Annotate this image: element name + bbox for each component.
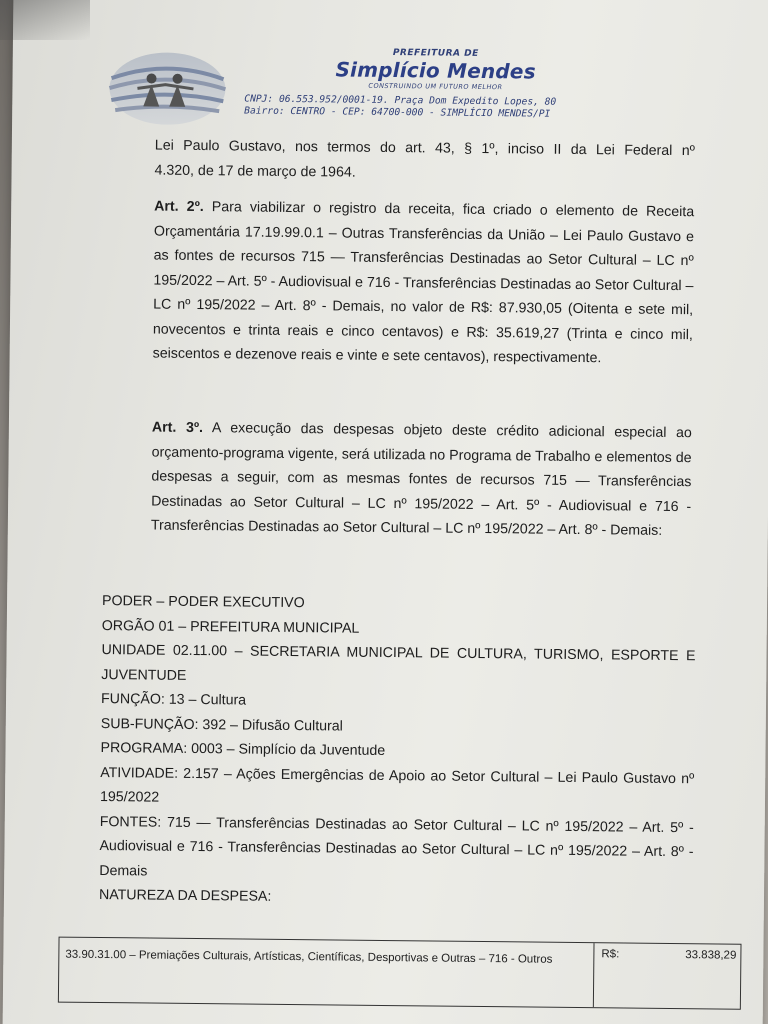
letterhead-address <box>244 93 634 121</box>
program-block <box>99 589 696 914</box>
programa-line: PROGRAMA: 0003 – Simplício da Juventude <box>100 740 386 759</box>
intro-paragraph <box>154 134 694 189</box>
letterhead-city-name: Simplício Mendes <box>335 57 536 84</box>
natureza-line: NATUREZA DA DESPESA: <box>98 886 272 905</box>
article-3-label: Art. 3º. <box>151 419 204 437</box>
article-2 <box>153 195 695 372</box>
document-page <box>3 0 768 1024</box>
intro-line-2: 4.320, de 17 de março de 1964. <box>154 162 356 181</box>
poder-line: PODER – PODER EXECUTIVO <box>101 593 305 612</box>
address-line-2: Bairro: CENTRO - CEP: 64700-000 - SIMPLÍCIO MENDES/PI <box>244 105 551 120</box>
unidade-line: UNIDADE 02.11.00 – SECRETARIA MUNICIPAL DE CULTURA, TURISMO, ESPORTE E JUVENTUDE <box>101 642 696 684</box>
city-logo <box>107 48 228 127</box>
letterhead-brand <box>240 46 630 92</box>
article-3 <box>151 416 692 544</box>
expense-value-cell <box>595 943 743 1009</box>
letterhead-slogan: CONSTRUINDO UM FUTURO MELHOR <box>368 81 503 92</box>
article-3-text: A execução das despesas objeto deste crédito adicional especial ao orçamento-programa vigente, será utilizada no Programa de Trabalho e elementos de despesas a seguir, com as mesmas fontes de recursos 715 — Transferências Destinadas ao Setor Cultural – LC nº 195/2022 – Art. 5º - Audiovisual e 716 - Transferências Destinadas ao Setor Cultural – LC nº 195/2022 – Art. 8º - Demais: <box>150 420 692 539</box>
fontes-line: FONTES: 715 — Transferências Destinadas ao Setor Cultural – LC nº 195/2022 – Art. 5º - Audiovisual e 716 - Transferências Destinadas ao Setor Cultural – LC nº 195/2022 – Art. 8º - Demais <box>99 813 694 879</box>
letterhead-prefeitura: PREFEITURA DE <box>392 48 479 59</box>
currency-label: R$: <box>601 948 620 961</box>
address-line-1: CNPJ: 06.553.952/0001-19. Praça Dom Expedito Lopes, 80 <box>244 93 557 108</box>
intro-line-1: Lei Paulo Gustavo, nos termos do art. 43, § 1º, inciso II da Lei Federal nº <box>154 137 695 160</box>
funcao-line: FUNÇÃO: 13 – Cultura <box>100 691 247 709</box>
article-2-label: Art. 2º. <box>154 198 204 216</box>
expense-value: 33.838,29 <box>685 949 737 962</box>
expense-description-cell: 33.90.31.00 – Premiações Culturais, Artísticas, Científicas, Desportivas e Outras – 716 - Outros <box>59 938 595 1008</box>
subfuncao-line: SUB-FUNÇÃO: 392 – Difusão Cultural <box>100 715 343 735</box>
atividade-line: ATIVIDADE: 2.157 – Ações Emergências de Apoio ao Setor Cultural – Lei Paulo Gustavo nº 195/2022 <box>99 764 695 806</box>
article-2-text: Para viabilizar o registro da receita, fica criado o elemento de Receita Orçamentária 17.19.99.0.1 – Outras Transferências da União – Lei Paulo Gustavo e as fontes de recursos 715 — Transferências Destinadas ao Setor Cultural – LC nº 195/2022 – Art. 5º - Audiovisual e 716 - Transferências Destinadas ao Setor Cultural – LC nº 195/2022 – Art. 8º - Demais, no valor de R$: 87.930,05 (Oitenta e sete mil, novecentos e trinta reais e cinco centavos) e R$: 35.619,27 (Trinta e cinco mil, seiscentos e dezenove reais e vinte e sete centavos), respectivamente. <box>152 199 695 367</box>
corner-shadow <box>0 0 90 40</box>
expense-table <box>58 937 742 1010</box>
orgao-line: ORGÃO 01 – PREFEITURA MUNICIPAL <box>101 617 360 637</box>
